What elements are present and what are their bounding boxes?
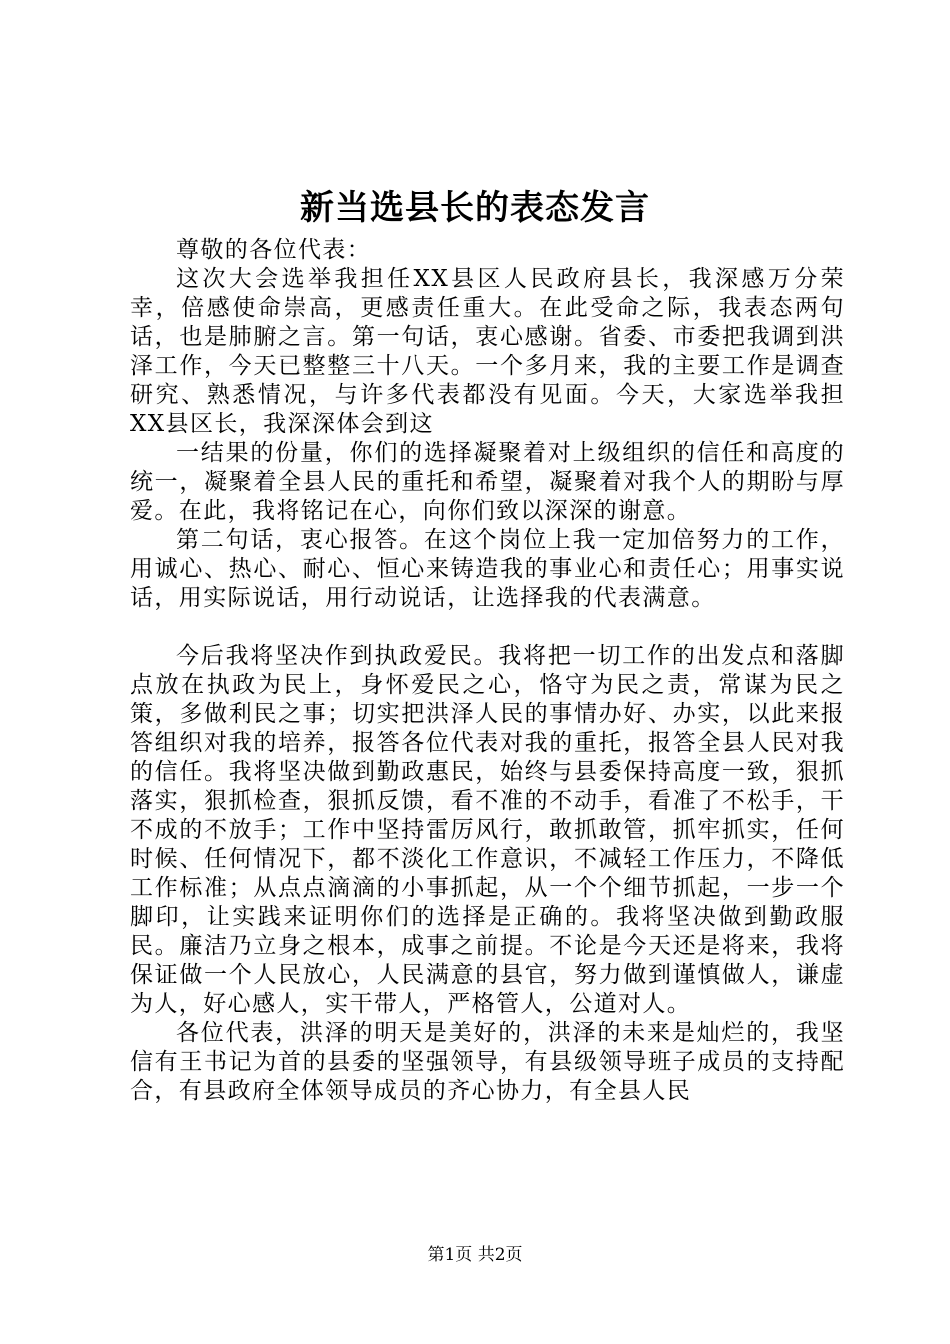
document-title: 新当选县长的表态发言 (300, 188, 650, 228)
body-paragraph-5: 各位代表，洪泽的明天是美好的，洪泽的未来是灿烂的，我坚信有王书记为首的县委的坚强领导，有县级领导班子成员的支持配合，有县政府全体领导成员的齐心协力，有全县人民 (130, 1020, 845, 1104)
document-body (130, 236, 845, 1106)
page-number-footer: 第1页 共2页 (427, 1245, 523, 1265)
body-paragraph-1: 这次大会选举我担任XX县区人民政府县长，我深感万分荣幸，倍感使命崇高，更感责任重大。在此受命之际，我表态两句话，也是肺腑之言。第一句话，衷心感谢。省委、市委把我调到洪泽工作，今天已整整三十八天。一个多月来，我的主要工作是调查研究、熟悉情况，与许多代表都没有见面。今天，大家选举我担XX县区长，我深深体会到这 (130, 266, 845, 437)
body-paragraph-4: 今后我将坚决作到执政爱民。我将把一切工作的出发点和落脚点放在执政为民上，身怀爱民之心，恪守为民之责，常谋为民之策，多做利民之事；切实把洪泽人民的事情办好、办实，以此来报答组织对我的培养，报答各位代表对我的重托，报答全县人民对我的信任。我将坚决做到勤政惠民，始终与县委保持高度一致，狠抓落实，狠抓检查，狠抓反馈，看不准的不动手，看准了不松手，干不成的不放手；工作中坚持雷厉风行，敢抓敢管，抓牢抓实，任何时候、任何情况下，都不淡化工作意识，不减轻工作压力，不降低工作标准；从点点滴滴的小事抓起，从一个个细节抓起，一步一个脚印，让实践来证明你们的选择是正确的。我将坚决做到勤政服民。廉洁乃立身之根本，成事之前提。不论是今天还是将来，我将保证做一个人民放心，人民满意的县官，努力做到谨慎做人，谦虚为人，好心感人，实干带人，严格管人，公道对人。 (130, 643, 845, 1017)
body-paragraph-3: 第二句话，衷心报答。在这个岗位上我一定加倍努力的工作，用诚心、热心、耐心、恒心来铸造我的事业心和责任心；用事实说话，用实际说话，用行动说话，让选择我的代表满意。 (130, 527, 845, 611)
body-paragraph-2: 一结果的份量，你们的选择凝聚着对上级组织的信任和高度的统一，凝聚着全县人民的重托和希望，凝聚着对我个人的期盼与厚爱。在此，我将铭记在心，向你们致以深深的谢意。 (130, 440, 845, 524)
salutation-paragraph: 尊敬的各位代表： (176, 237, 372, 263)
